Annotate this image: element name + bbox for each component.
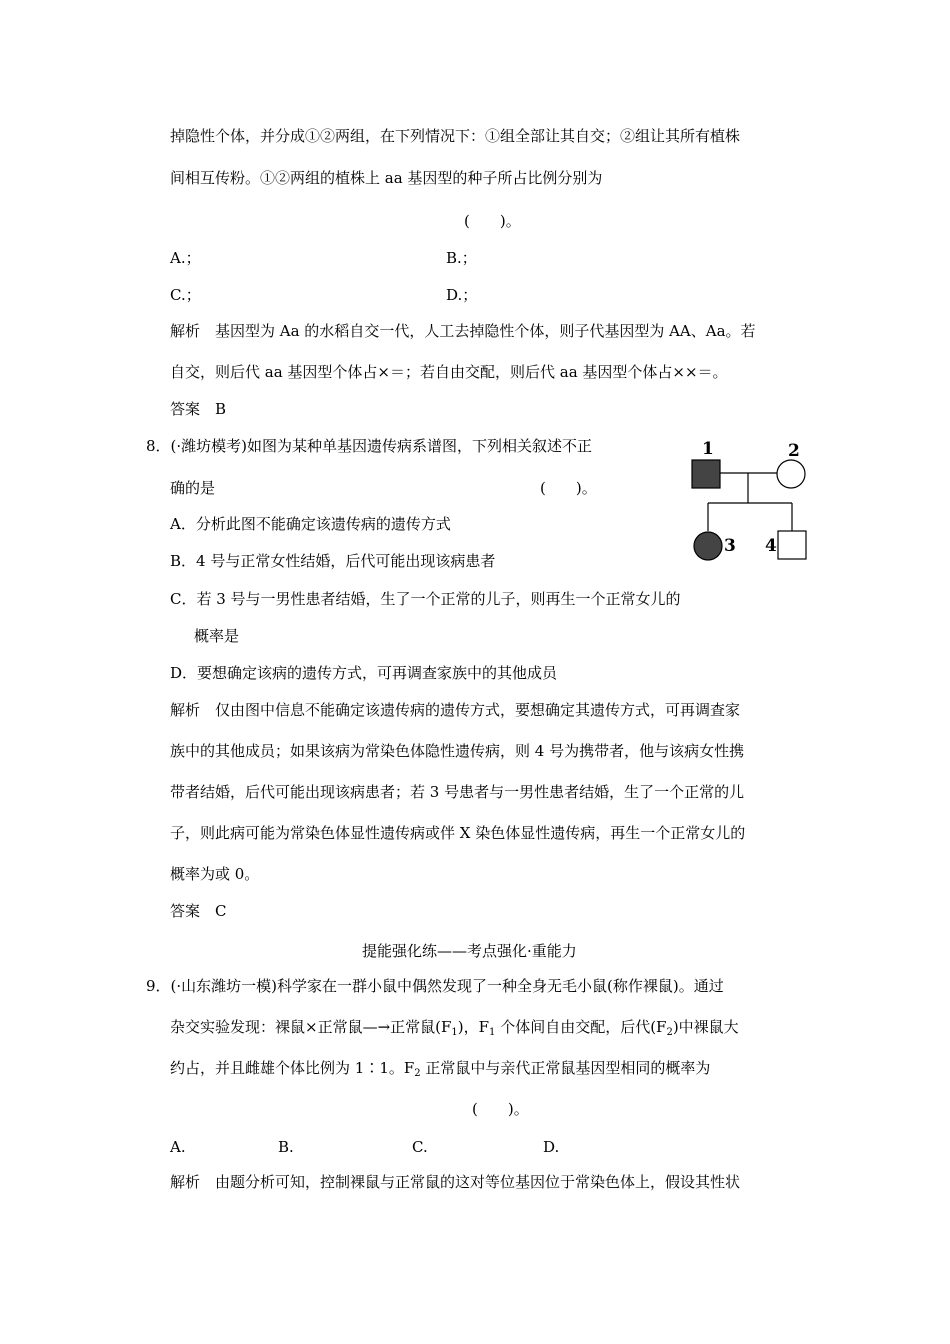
q7-option-b: B.； [446,249,477,267]
q7-option-c: C.； [170,286,201,304]
q8-analysis-line-1: 解析 仅由图中信息不能确定该遗传病的遗传方式，要想确定其遗传方式，可再调查家 [170,701,741,719]
q7-option-a: A.； [170,249,201,267]
normal-female-2 [777,460,805,488]
q7-stem-line-1: 掉隐性个体，并分成①②两组，在下列情况下：①组全部让其自交；②组让其所有植株 [170,127,741,145]
q8-stem-line-1: 8．(·潍坊模考)如图为某种单基因遗传病系谱图，下列相关叙述不正 [146,437,593,455]
q8-answer: 答案 C [170,902,227,920]
q7-analysis-line-1: 解析 基因型为 Aa 的水稻自交一代，人工去掉隐性个体，则子代基因型为 AA、Aa。若 [170,322,756,340]
q9-stem-line-2: 杂交实验发现：裸鼠×正常鼠—→正常鼠$(F_1)$，$F_1$ 个体间自由交配，后代$(F_2)$中裸鼠大 [170,1018,739,1038]
q8-option-a: A．分析此图不能确定该遗传病的遗传方式 [170,515,451,533]
q8-stem-line-2: 确的是 [170,479,216,497]
q9-option-a: A. [170,1138,186,1156]
normal-male-4 [778,531,806,559]
section-title: 提能强化练——考点强化·重能力 [362,942,577,960]
pedigree-label-3: 3 [724,536,736,556]
pedigree-label-4: 4 [765,536,777,556]
q8-analysis-line-5: 概率为或 0。 [170,865,260,883]
q8-analysis-line-4: 子，则此病可能为常染色体显性遗传病或伴 X 染色体显性遗传病，再生一个正常女儿的 [170,824,746,842]
pedigree-label-1: 1 [702,439,714,459]
q7-option-d: D.； [446,286,478,304]
pedigree-label-2: 2 [788,441,800,461]
q8-option-c-line-2: 概率是 [194,627,240,645]
q7-stem-line-2: 间相互传粉。①②两组的植株上 aa 基因型的种子所占比例分别为 [170,169,603,187]
q7-answer: 答案 B [170,400,227,418]
q8-option-c-line-1: C．若 3 号与一男性患者结婚，生了一个正常的儿子，则再生一个正常女儿的 [170,590,681,608]
q7-answer-bracket: ( )。 [464,212,521,230]
q7-analysis-line-2: 自交，则后代 aa 基因型个体占×＝；若自由交配，则后代 aa 基因型个体占××＝。 [170,363,728,381]
q9-option-b: B. [278,1138,294,1156]
q8-analysis-line-2: 族中的其他成员；如果该病为常染色体隐性遗传病，则 4 号为携带者，他与该病女性携 [170,742,745,760]
q9-stem-line-3: 约占，并且雌雄个体比例为 1∶1。$F_2$ 正常鼠中与亲代正常鼠基因型相同的概率为 [170,1059,711,1079]
affected-female-3 [694,532,722,560]
q9-stem-line-1: 9．(·山东潍坊一模)科学家在一群小鼠中偶然发现了一种全身无毛小鼠(称作裸鼠)。通过 [146,977,724,995]
q8-analysis-line-3: 带者结婚，后代可能出现该病患者；若 3 号患者与一男性患者结婚，生了一个正常的儿 [170,783,745,801]
q8-answer-bracket: ( )。 [540,479,597,497]
q9-option-d: D. [543,1138,560,1156]
pedigree-chart [680,430,820,570]
affected-male-1 [692,460,720,488]
q9-option-c: C. [412,1138,428,1156]
q8-option-d: D．要想确定该病的遗传方式，可再调查家族中的其他成员 [170,664,558,682]
q9-answer-bracket: ( )。 [472,1100,529,1118]
q8-option-b: B．4 号与正常女性结婚，后代可能出现该病患者 [170,552,496,570]
q9-analysis-line-1: 解析 由题分析可知，控制裸鼠与正常鼠的这对等位基因位于常染色体上，假设其性状 [170,1173,741,1191]
